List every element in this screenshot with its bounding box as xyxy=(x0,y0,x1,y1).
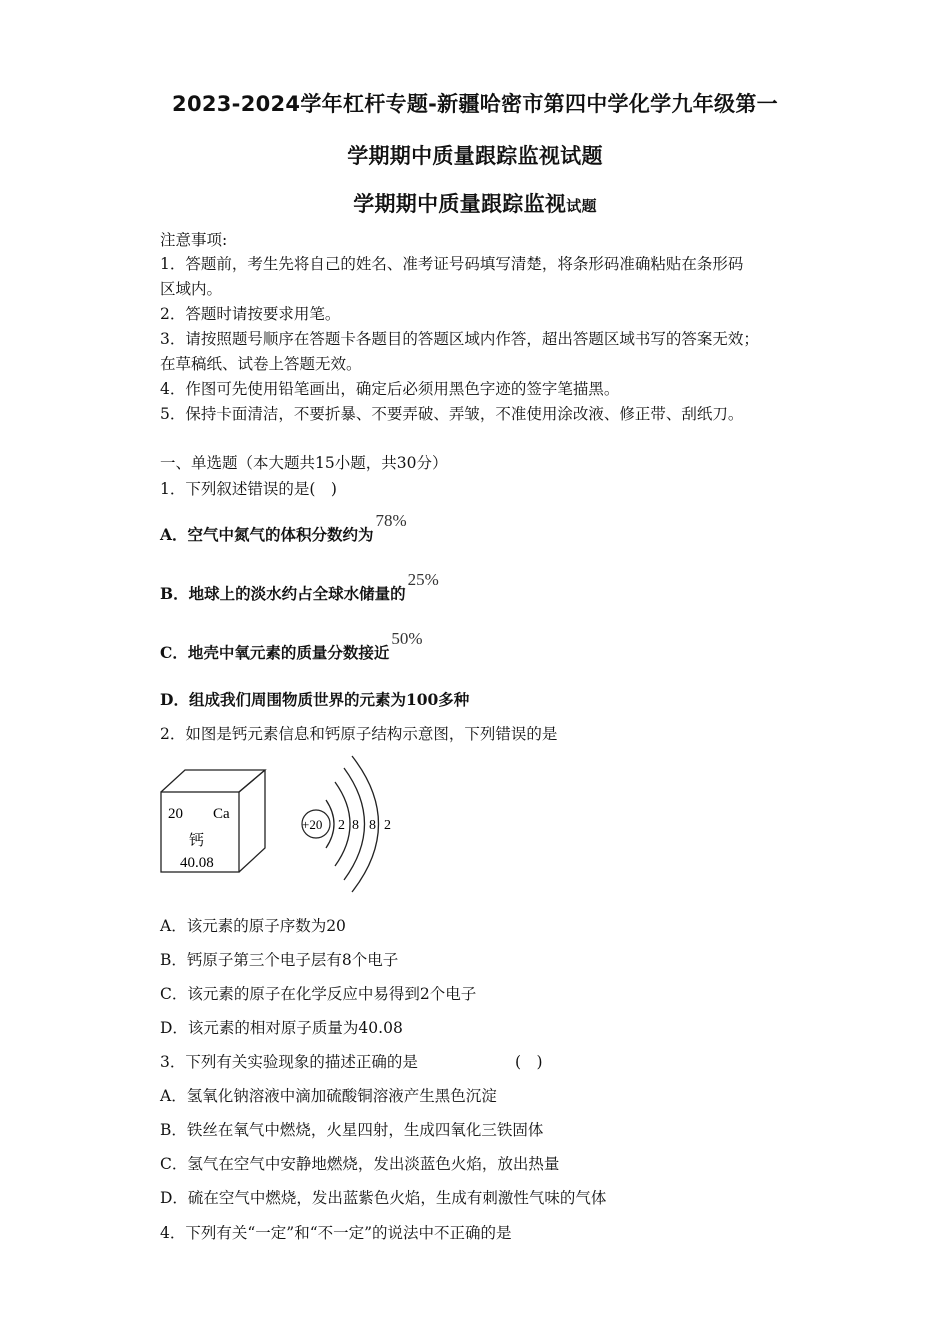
atomic-number: 20 xyxy=(168,806,183,822)
question-3-option-d: D．硫在空气中燃烧，发出蓝紫色火焰，生成有刺激性气味的气体 xyxy=(160,1189,607,1207)
question-3-text: 3．下列有关实验现象的描述正确的是 xyxy=(160,1053,418,1071)
nucleus-charge: +20 xyxy=(302,817,323,832)
notice-item: 5．保持卡面清洁，不要折暴、不要弄破、弄皱，不准使用涂改液、修正带、刮纸刀。 xyxy=(160,405,744,423)
question-2-stem: 2．如图是钙元素信息和钙原子结构示意图，下列错误的是 xyxy=(160,725,558,743)
option-text: B．地球上的淡水约占全球水储量的 xyxy=(160,584,406,603)
notice-item: 2．答题时请按要求用笔。 xyxy=(160,305,341,323)
question-1-option-d: D．组成我们周围物质世界的元素为100多种 xyxy=(160,690,470,709)
section-heading: 一、单选题（本大题共15小题，共30分） xyxy=(160,454,448,472)
shell-electron-count: 8 xyxy=(369,818,376,833)
question-1-option-c xyxy=(160,629,423,663)
page-title-line-3-small: 试题 xyxy=(566,197,597,215)
notice-item: 在草稿纸、试卷上答题无效。 xyxy=(160,355,362,373)
question-3-option-a: A．氢氧化钠溶液中滴加硫酸铜溶液产生黑色沉淀 xyxy=(160,1087,497,1105)
question-2-option-d: D．该元素的相对原子质量为40.08 xyxy=(160,1019,403,1037)
calcium-figure xyxy=(155,752,405,906)
page-title-line-3-main: 学期期中质量跟踪监视 xyxy=(353,192,567,216)
question-1-stem: 1．下列叙述错误的是( ) xyxy=(160,480,337,498)
option-value: 50% xyxy=(391,629,423,648)
calcium-diagram xyxy=(155,752,405,902)
page-title-line-2: 学期期中质量跟踪监视试题 xyxy=(347,144,603,168)
notice-heading: 注意事项: xyxy=(160,231,228,249)
option-text: C．地壳中氧元素的质量分数接近 xyxy=(160,643,390,662)
element-symbol: Ca xyxy=(213,806,230,822)
option-text: A．空气中氮气的体积分数约为 xyxy=(160,525,374,544)
question-2-option-b: B．钙原子第三个电子层有8个电子 xyxy=(160,951,399,969)
question-2-option-a: A．该元素的原子序数为20 xyxy=(160,917,346,935)
shell-electron-count: 2 xyxy=(384,818,391,833)
question-1-option-a xyxy=(160,511,407,545)
question-3-option-b: B．铁丝在氧气中燃烧，火星四射，生成四氧化三铁固体 xyxy=(160,1121,544,1139)
shell-electron-count: 8 xyxy=(352,818,359,833)
notice-item: 3．请按照题号顺序在答题卡各题目的答题区域内作答，超出答题区域书写的答案无效； xyxy=(160,330,759,348)
question-3-option-c: C．氢气在空气中安静地燃烧，发出淡蓝色火焰，放出热量 xyxy=(160,1155,560,1173)
notice-item: 1．答题前，考生先将自己的姓名、准考证号码填写清楚，将条形码准确粘贴在条形码 xyxy=(160,255,744,273)
page-title-line-1: 2023-2024学年杠杆专题-新疆哈密市第四中学化学九年级第一 xyxy=(172,92,778,116)
option-value: 25% xyxy=(407,570,439,589)
question-1-option-b xyxy=(160,570,439,604)
question-3-stem xyxy=(160,1050,543,1072)
question-4-stem: 4．下列有关“一定”和“不一定”的说法中不正确的是 xyxy=(160,1224,512,1242)
answer-paren: ( ) xyxy=(515,1053,543,1071)
page-title-line-3 xyxy=(0,188,950,218)
element-name: 钙 xyxy=(189,831,205,849)
option-value: 78% xyxy=(375,511,407,530)
atomic-mass: 40.08 xyxy=(180,855,214,871)
shell-electron-count: 2 xyxy=(338,818,345,833)
question-2-option-c: C．该元素的原子在化学反应中易得到2个电子 xyxy=(160,985,477,1003)
notice-item: 区域内。 xyxy=(160,280,223,298)
notice-item: 4．作图可先使用铅笔画出，确定后必须用黑色字迹的签字笔描黑。 xyxy=(160,380,620,398)
